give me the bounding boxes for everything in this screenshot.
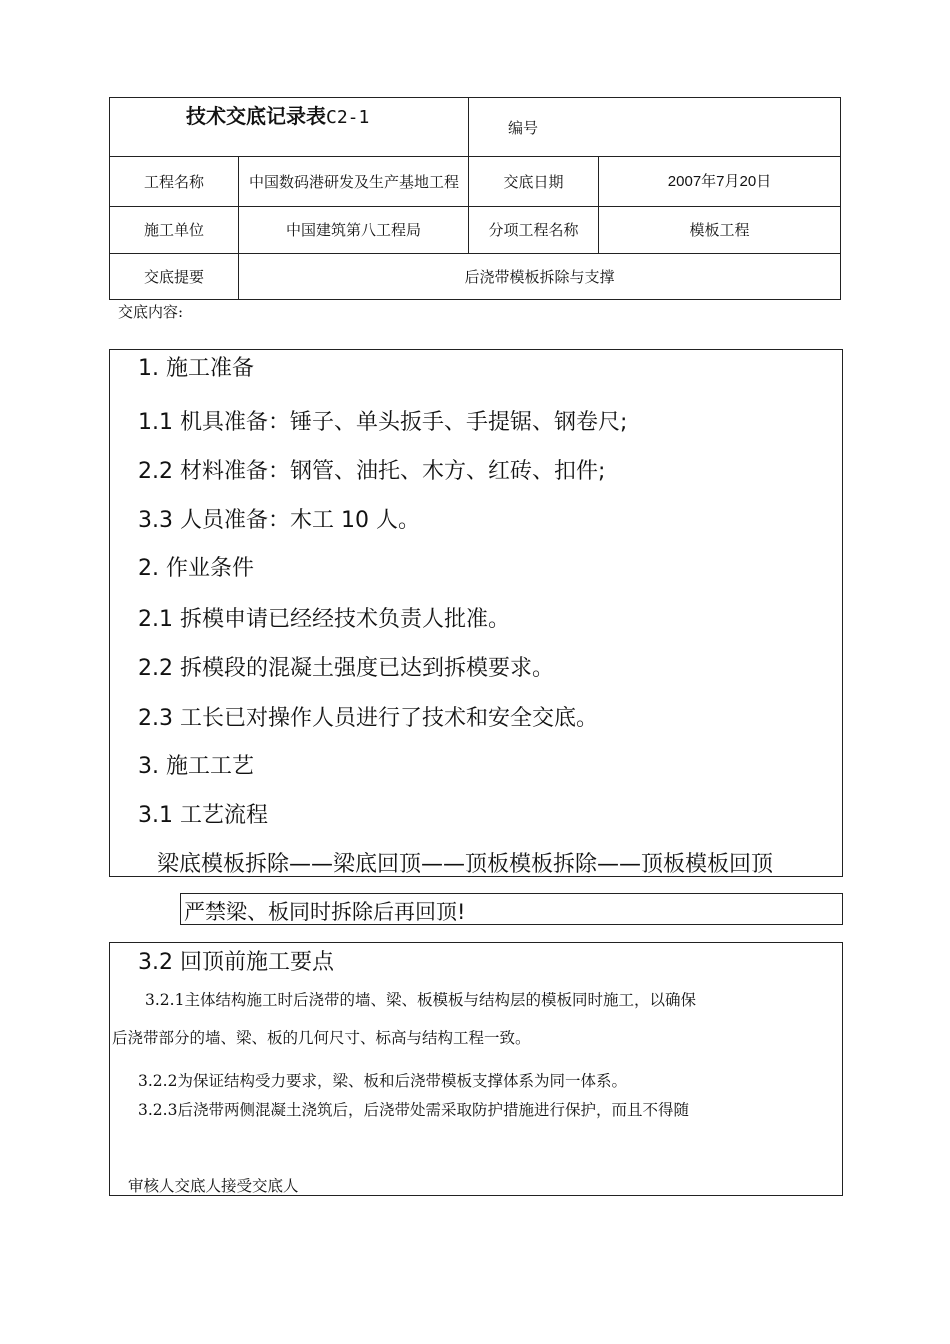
subproject-value: 模板工程 xyxy=(689,221,750,239)
tools-line: 1.1 机具准备：锤子、单头扳手、手提锯、钢卷尺; xyxy=(138,410,628,435)
process-flow: 梁底模板拆除——梁底回顶——顶板模板拆除——顶板模板回顶 xyxy=(157,852,774,877)
key-point-3: 3.2.3后浇带两侧混凝土浇筑后，后浇带处需采取防护措施进行保护，而且不得随 xyxy=(138,1101,689,1119)
date-label: 交底日期 xyxy=(503,172,564,191)
subproject-label: 分项工程名称 xyxy=(488,221,579,239)
signature-line: 审核人交底人接受交底人 xyxy=(128,1177,299,1195)
document-title: 技术交底记录表C2-1 xyxy=(186,104,370,128)
summary-value: 后浇带模板拆除与支撑 xyxy=(464,267,615,286)
heading-construction-prep: 1. 施工准备 xyxy=(138,356,254,381)
summary-label: 交底提要 xyxy=(143,267,204,286)
document-code: C2-1 xyxy=(326,107,370,128)
staff-line: 3.3 人员准备：木工 10 人。 xyxy=(138,508,420,533)
number-label: 编号 xyxy=(508,119,539,137)
key-point-1a: 3.2.1主体结构施工时后浇带的墙、梁、板模板与结构层的模板同时施工，以确保 xyxy=(145,991,696,1009)
project-name-label: 工程名称 xyxy=(143,172,204,191)
key-point-1b: 后浇带部分的墙、梁、板的几何尺寸、标高与结构工程一致。 xyxy=(112,1029,531,1047)
date-value: 2007年7月20日 xyxy=(667,172,772,190)
contractor-label: 施工单位 xyxy=(143,221,204,239)
condition-line-3: 2.3 工长已对操作人员进行了技术和安全交底。 xyxy=(138,706,598,731)
process-flow-heading: 3.1 工艺流程 xyxy=(138,803,268,828)
warning-text: 严禁梁、板同时拆除后再回顶! xyxy=(184,900,466,924)
content-label: 交底内容: xyxy=(118,303,184,321)
condition-line-1: 2.1 拆模申请已经经技术负责人批准。 xyxy=(138,607,510,632)
contractor-value: 中国建筑第八工程局 xyxy=(285,221,421,239)
heading-process: 3. 施工工艺 xyxy=(138,754,254,779)
project-name-value: 中国数码港研发及生产基地工程 xyxy=(248,172,459,191)
materials-line: 2.2 材料准备：钢管、油托、木方、红砖、扣件; xyxy=(138,459,606,484)
condition-line-2: 2.2 拆模段的混凝土强度已达到拆模要求。 xyxy=(138,656,554,681)
key-points-heading: 3.2 回顶前施工要点 xyxy=(138,950,334,975)
key-point-2: 3.2.2为保证结构受力要求，梁、板和后浇带模板支撑体系为同一体系。 xyxy=(138,1072,627,1090)
heading-work-conditions: 2. 作业条件 xyxy=(138,556,254,581)
